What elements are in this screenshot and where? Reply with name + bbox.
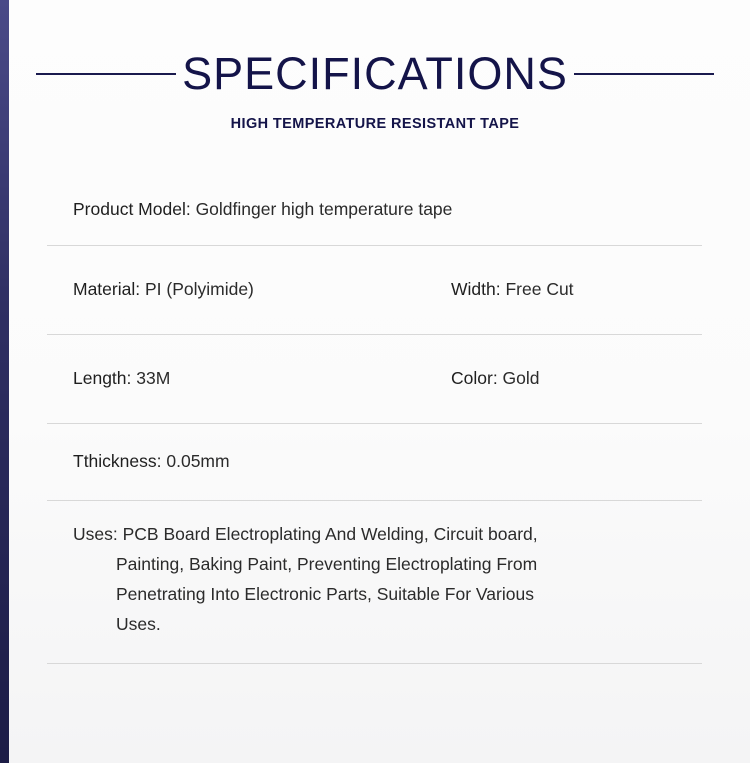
title-rule-right xyxy=(574,73,714,75)
length-value: 33M xyxy=(136,368,171,389)
length-cell xyxy=(47,366,447,391)
uses-line-1: PCB Board Electroplating And Welding, Circuit board, xyxy=(122,524,538,544)
product-model-cell xyxy=(47,197,452,222)
uses-line-4: Uses. xyxy=(116,614,161,635)
table-row-material-width xyxy=(47,246,702,335)
page-header xyxy=(0,0,750,132)
page-subtitle: HIGH TEMPERATURE RESISTANT TAPE xyxy=(230,116,520,132)
material-label: Material: xyxy=(73,279,145,300)
width-value: Free Cut xyxy=(505,279,574,300)
color-cell xyxy=(447,366,702,391)
uses-label: Uses: xyxy=(73,524,123,544)
table-row-length-color xyxy=(47,335,702,424)
width-cell xyxy=(447,277,702,302)
material-value: PI (Polyimide) xyxy=(144,279,254,300)
color-label: Color: xyxy=(451,368,503,389)
material-cell xyxy=(47,277,447,302)
length-label: Length: xyxy=(73,368,137,389)
thickness-value: 0.05mm xyxy=(166,451,230,472)
table-row-thickness xyxy=(47,424,702,501)
title-row xyxy=(0,48,750,100)
title-rule-left xyxy=(36,73,176,75)
uses-line-2: Painting, Baking Paint, Preventing Electroplating From xyxy=(116,554,538,575)
table-row-product-model xyxy=(47,175,702,246)
uses-cell xyxy=(47,519,702,639)
color-value: Gold xyxy=(502,368,540,389)
uses-line-3: Penetrating Into Electronic Parts, Suitable For Various xyxy=(116,584,534,605)
thickness-label: Tthickness: xyxy=(73,451,167,472)
table-row-uses xyxy=(47,501,702,664)
product-model-value: Goldfinger high temperature tape xyxy=(195,199,453,220)
page-title: SPECIFICATIONS xyxy=(182,48,568,99)
thickness-cell xyxy=(47,449,230,474)
specifications-table xyxy=(47,175,702,664)
width-label: Width: xyxy=(451,279,506,300)
product-model-label: Product Model: xyxy=(73,199,196,220)
